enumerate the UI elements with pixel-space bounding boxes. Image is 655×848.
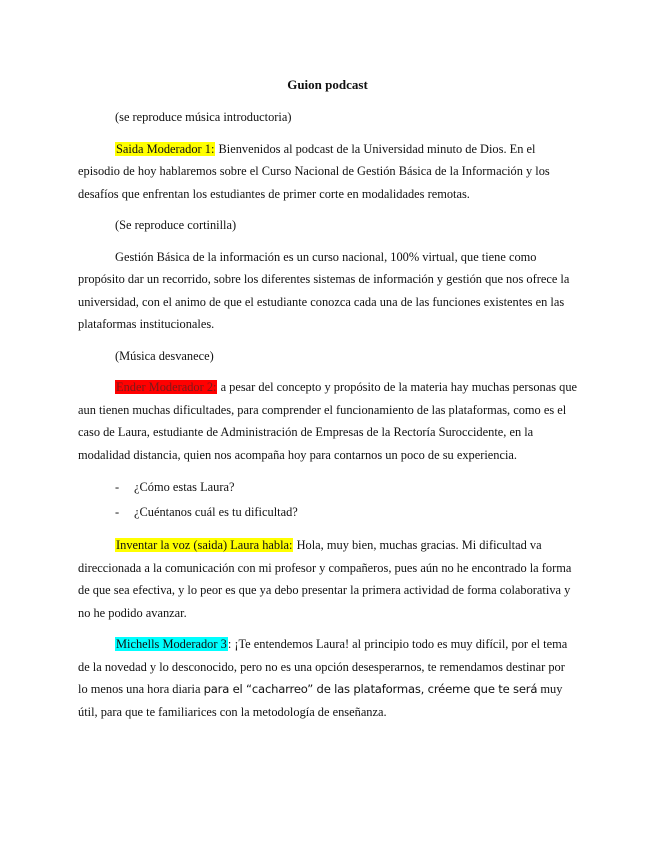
- dash-bullet: -: [115, 505, 120, 519]
- paragraph-text-alt-font: para el “cacharreo” de las plataformas, créeme que te será: [203, 682, 538, 696]
- question-text: ¿Cómo estas Laura?: [134, 480, 235, 494]
- document-title: Guion podcast: [287, 77, 368, 92]
- speaker-label-michells: Michells Moderador 3: [116, 637, 227, 651]
- paragraph-moderator-2: [78, 376, 577, 466]
- speaker-label-laura: Inventar la voz (saida) Laura habla:: [116, 538, 293, 552]
- paragraph-course-description: Gestión Básica de la información es un curso nacional, 100% virtual, que tiene como propósito dar un recorrido, sobre los diferentes sistemas de información y gestión que nos ofrece la universidad, con el animo de que el estudiante conozca cada una de las funciones existentes en las plataformas institucionales.: [78, 249, 570, 331]
- paragraph-laura: [78, 534, 577, 624]
- paragraph-text: a pesar del concepto y propósito de la materia hay muchas personas que aun tienen muchas dificultades, para comprender el funcionamiento de las plataformas, como es el caso de Laura, estudiante de Administración de Empresas de la Rectoría Suroccidente, en la modalidad distancia, quien nos acompaña hoy para contarnos un poco de su experiencia.: [78, 380, 578, 462]
- paragraph-text: : ¡Te entendemos Laura! al principio todo es muy difícil, por el tema de la novedad y lo desconocido, pero no es una opción desesperarnos, te remendamos destinar por lo menos una hora diaria: [78, 637, 568, 696]
- question-text: ¿Cuéntanos cuál es tu dificultad?: [134, 505, 298, 519]
- speaker-label-ender: Ender Moderador 2:: [116, 380, 217, 394]
- list-item-question-2: [78, 500, 577, 525]
- paragraph-moderator-3: [78, 633, 577, 723]
- paragraph-text: Hola, muy bien, muchas gracias. Mi dificultad va direccionada a la comunicación con mi profesor y compañeros, pues aún no he encontrado la forma de que sea efectiva, y lo peor es que ya debo presentar la primera actividad de forma colaborativa y no he podido avanzar.: [78, 538, 572, 620]
- paragraph-text: Bienvenidos al podcast de la Universidad minuto de Dios. En el episodio de hoy hablaremos sobre el Curso Nacional de Gestión Básica de la Información y los desafíos que enfrentan los estudiantes de primer corte en modalidades remotas.: [78, 141, 550, 201]
- speaker-label-saida: Saida Moderador 1:: [116, 141, 215, 156]
- list-item-question-1: [78, 475, 577, 500]
- stage-direction-intro-music: (se reproduce música introductoria): [115, 110, 292, 124]
- paragraph-text: muy útil, para que te familiarices con la metodología de enseñanza.: [78, 682, 563, 719]
- stage-direction-cortinilla: (Se reproduce cortinilla): [115, 218, 237, 232]
- questions-list: [78, 475, 577, 525]
- dash-bullet: -: [115, 480, 120, 494]
- stage-direction-music-fades: (Música desvanece): [115, 348, 214, 363]
- paragraph-moderator-1: [78, 138, 577, 206]
